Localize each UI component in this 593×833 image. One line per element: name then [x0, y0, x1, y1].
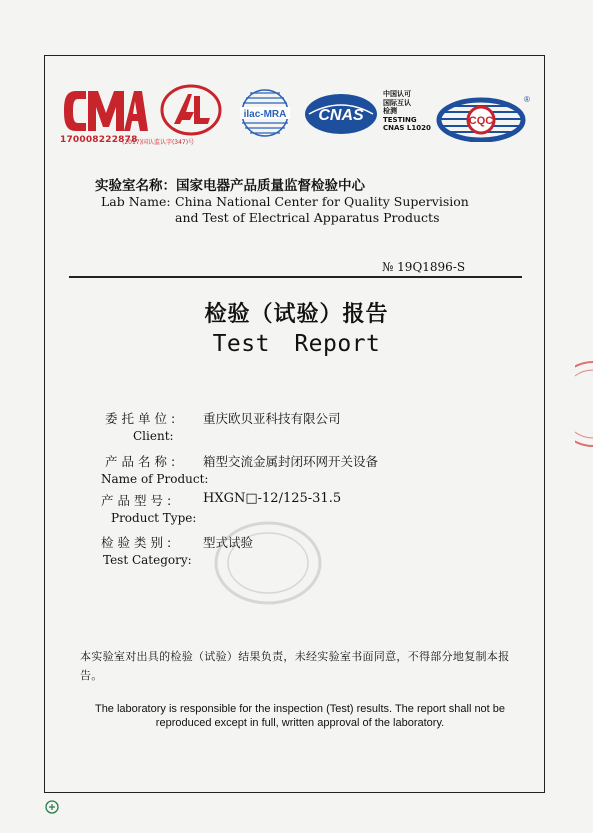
test-category-label-cn: 检验类别: — [101, 535, 176, 550]
cnas-cn-1: 中国认可 — [383, 90, 411, 98]
product-type-value: HXGN□-12/125-31.5 — [203, 491, 342, 506]
ilac-mra-logo — [236, 88, 294, 138]
lab-name-en-line2: and Test of Electrical Apparatus Products — [175, 210, 440, 225]
client-value: 重庆欧贝亚科技有限公司 — [203, 411, 341, 426]
cnas-accreditation-text — [383, 90, 431, 133]
lab-name-en-line1: China National Center for Quality Supervision — [175, 194, 469, 209]
svg-text:®: ® — [524, 95, 530, 104]
client-label-cn: 委托单位: — [105, 411, 180, 426]
product-type-label-en: Product Type: — [111, 511, 197, 525]
cnas-testing: TESTING — [383, 115, 417, 124]
cnas-cn-2: 国际互认 — [383, 98, 411, 107]
footer-mark-icon — [45, 800, 59, 814]
product-name-value: 箱型交流金属封闭环网开关设备 — [203, 454, 379, 469]
report-number: № 19Q1896-S — [382, 260, 466, 274]
test-category-value: 型式试验 — [203, 535, 254, 550]
cma-logo — [62, 87, 148, 135]
report-title-en: Test Report — [212, 331, 381, 357]
svg-text:CNAS: CNAS — [318, 107, 364, 124]
cma-sub: (2017)国认监认字(347)号 — [122, 139, 195, 146]
report-title-cn: 检验（试验）报告 — [204, 302, 389, 327]
product-name-label-cn: 产品名称: — [105, 454, 180, 469]
disclaimer-en: The laboratory is responsible for the inspection (Test) results. The report shall not be reproduced except in full, written approval of the laboratory. — [94, 703, 506, 729]
svg-text:ilac-MRA: ilac-MRA — [243, 109, 287, 120]
cnas-logo — [303, 92, 379, 136]
faded-stamp — [212, 518, 324, 608]
cqc-logo — [435, 92, 533, 142]
divider — [69, 276, 522, 278]
svg-text:CQC: CQC — [468, 115, 494, 127]
product-type-label-cn: 产品型号: — [101, 493, 176, 508]
cnas-code: CNAS L1020 — [383, 124, 431, 132]
client-label-en: Client: — [133, 429, 174, 443]
cma-code: 170008222878 — [60, 135, 138, 145]
test-category-label-en: Test Category: — [103, 553, 192, 567]
edge-seal — [575, 360, 593, 448]
product-name-label-en: Name of Product: — [101, 472, 209, 486]
lab-name-cn: 实验室名称：国家电器产品质量监督检验中心 — [95, 178, 365, 194]
lab-name-label: Lab Name: — [101, 194, 171, 209]
disclaimer-cn: 本实验室对出具的检验（试验）结果负责，未经实验室书面同意，不得部分地复制本报告。 — [80, 650, 510, 682]
cnas-cn-3: 检测 — [383, 107, 397, 115]
cal-logo — [160, 84, 222, 136]
